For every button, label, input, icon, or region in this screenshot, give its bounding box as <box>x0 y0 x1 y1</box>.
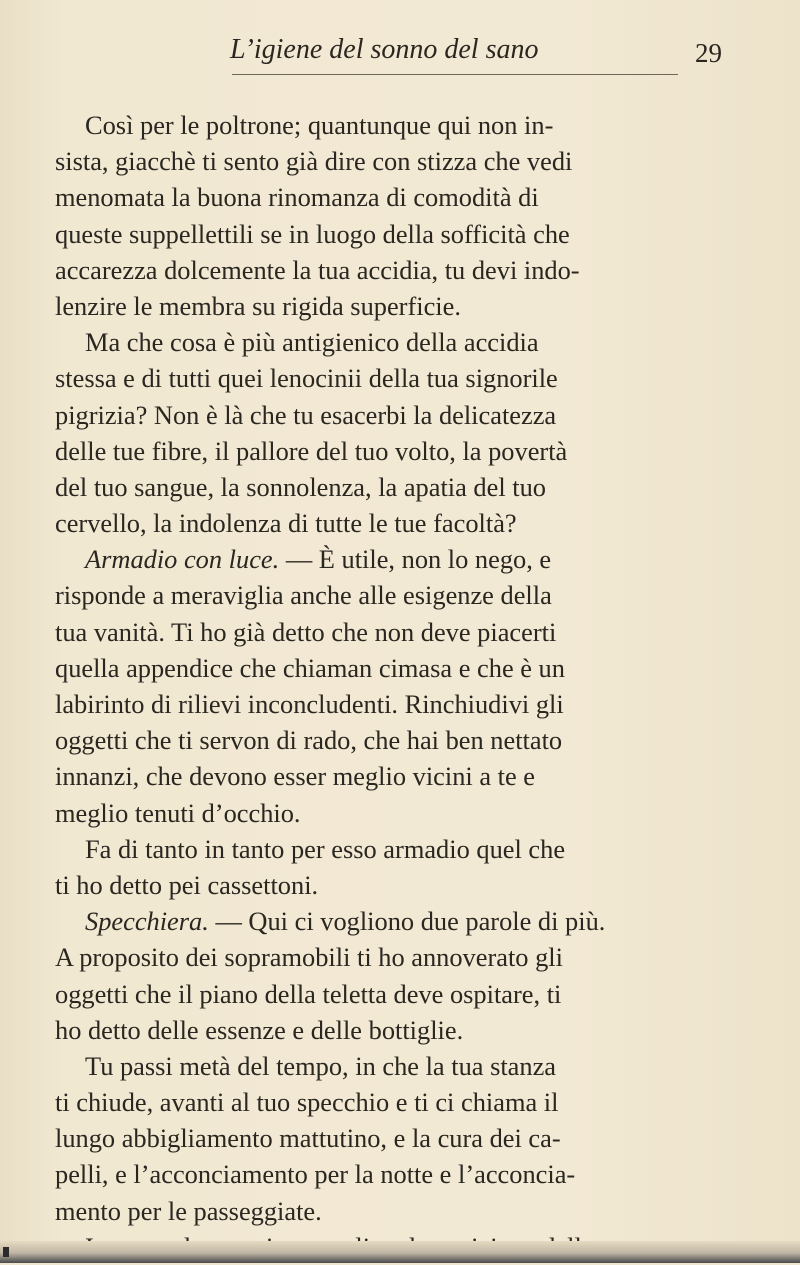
specchiera-heading: Specchiera. <box>85 906 209 937</box>
text-line: queste suppellettili se in luogo della sofficità che <box>55 218 570 249</box>
text-line: tua vanità. Ti ho già detto che non deve piacerti <box>55 616 557 647</box>
page-header <box>60 26 750 70</box>
text-line: delle tue fibre, il pallore del tuo volto, la povertà <box>55 435 568 466</box>
text-line: ti chiude, avanti al tuo specchio e ti ci chiama il <box>55 1087 559 1118</box>
text-line: labirinto di rilievi inconcludenti. Rinchiudivi gli <box>55 689 564 719</box>
text-line: sista, giacchè ti sento già dire con stizza che vedi <box>55 146 573 177</box>
text-line-armadio <box>55 541 745 577</box>
text-line: risponde a meraviglia anche alle esigenze della <box>55 580 552 611</box>
page-body <box>55 107 745 1265</box>
text-line: menomata la buona rinomanza di comodità di <box>55 182 539 213</box>
page-bottom-edge <box>0 1241 800 1263</box>
text-line: cervello, la indolenza di tutte le tue facoltà? <box>55 508 517 539</box>
text-line: A proposito dei sopramobili ti ho annoverato gli <box>55 942 563 973</box>
text-line: accarezza dolcemente la tua accidia, tu devi indo- <box>55 254 580 285</box>
specchiera-text: — Qui ci vogliono due parole di più. <box>208 906 606 937</box>
text-line: ti ho detto pei cassettoni. <box>55 869 319 900</box>
text-line: lungo abbigliamento mattutino, e la cura dei ca- <box>55 1123 561 1154</box>
running-title: L’igiene del sonno del sano <box>230 34 539 65</box>
text-line-specchiera <box>55 903 745 939</box>
text-line: ho detto delle essenze e delle bottiglie. <box>55 1014 464 1045</box>
text-line: Tu passi metà del tempo, in che la tua stanza <box>85 1050 557 1081</box>
text-line: oggetti che il piano della teletta deve ospitare, ti <box>55 978 562 1009</box>
page-number: 29 <box>695 38 722 68</box>
text-line: stessa e di tutti quei lenocinii della tua signorile <box>55 363 558 394</box>
text-line: Così per le poltrone; quantunque qui non in- <box>85 110 554 140</box>
text-line: meglio tenuti d’occhio. <box>55 797 301 828</box>
text-line: quella appendice che chiaman cimasa e che è un <box>55 652 565 683</box>
text-line: del tuo sangue, la sonnolenza, la apatia del tuo <box>55 471 546 502</box>
text-line: innanzi, che devono esser meglio vicini a te e <box>55 761 535 792</box>
armadio-text: — È utile, non lo nego, e <box>279 544 552 575</box>
text-line: Fa di tanto in tanto per esso armadio quel che <box>85 833 566 864</box>
text-line: oggetti che ti servon di rado, che hai ben nettato <box>55 725 563 756</box>
armadio-heading: Armadio con luce. <box>85 544 280 575</box>
header-rule <box>232 74 678 75</box>
text-line: lenzire le membra su rigida superficie. <box>55 290 461 321</box>
text-line: pelli, e l’acconciamento per la notte e l’acconcia- <box>55 1159 576 1190</box>
edge-mark <box>3 1247 9 1257</box>
text-line: mento per le passeggiate. <box>55 1195 322 1226</box>
text-line: Ma che cosa è più antigienico della accidia <box>85 327 539 358</box>
text-line: pigrizia? Non è là che tu esacerbi la delicatezza <box>55 399 557 430</box>
